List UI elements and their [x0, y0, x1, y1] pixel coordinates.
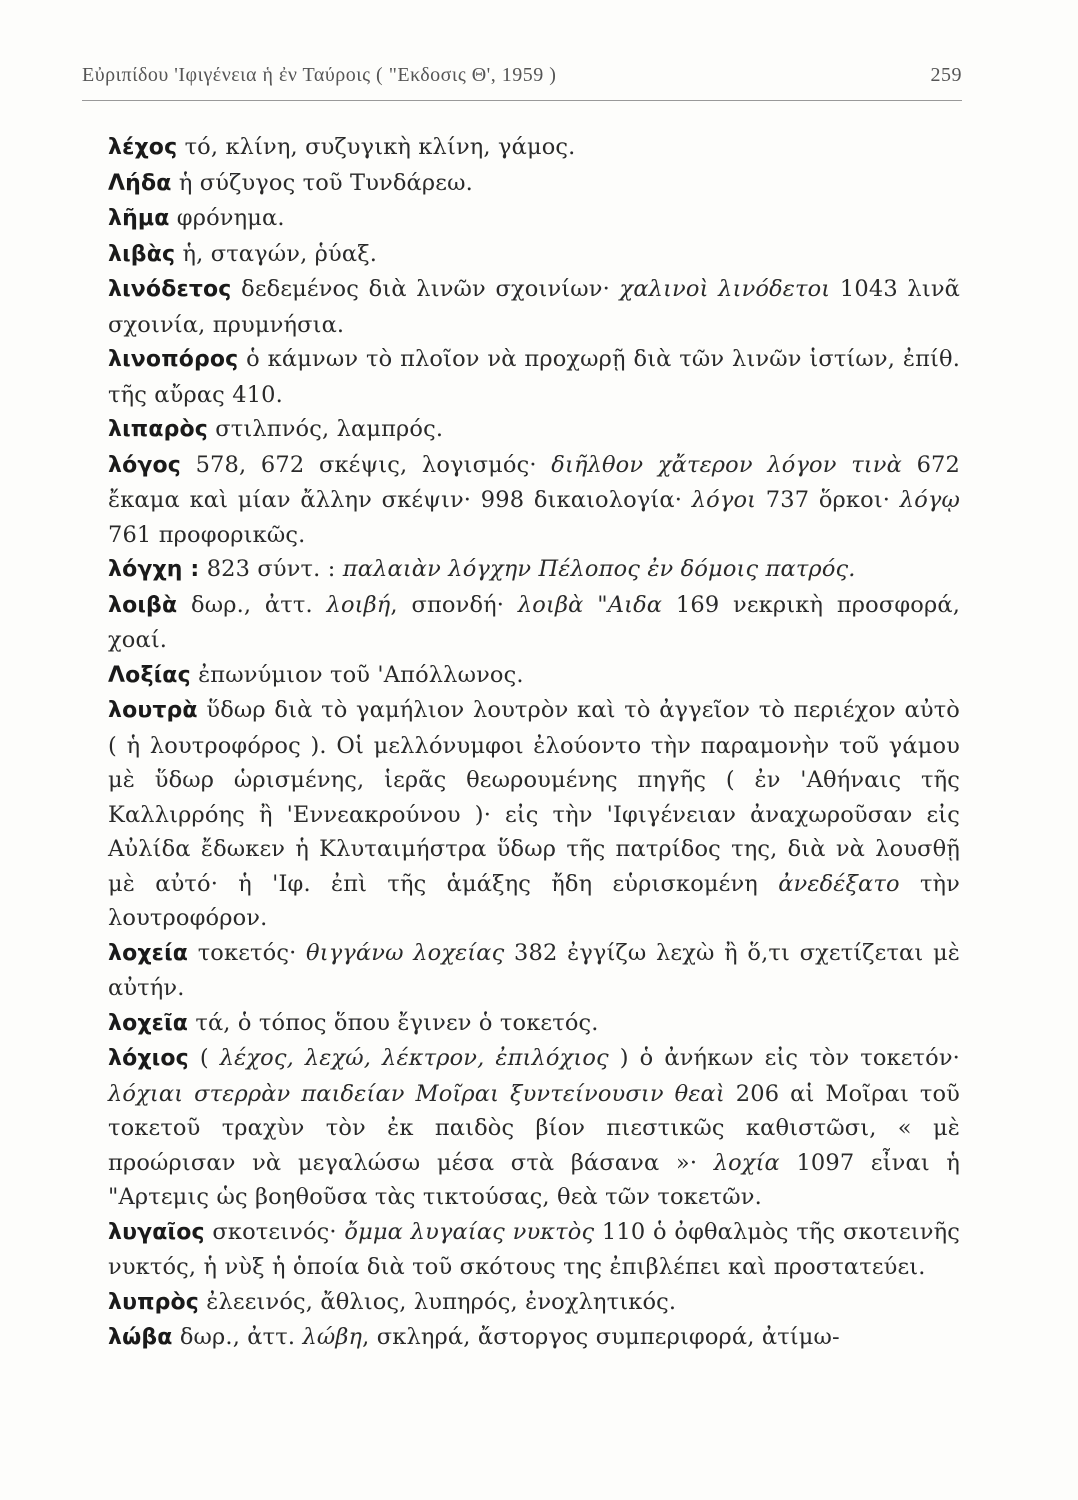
- citation-text: λοχία: [713, 1149, 780, 1176]
- header-rule: [82, 100, 962, 101]
- glossary-entry: [108, 1215, 960, 1285]
- headword: λοχεία: [108, 940, 189, 966]
- citation-text: λώβη: [302, 1324, 363, 1350]
- headword: λουτρὰ: [108, 698, 198, 723]
- running-title: Εὐριπίδου 'Ιφιγένεια ἡ ἐν Ταύροις ( "Εκδοσις Θ', 1959 ): [82, 64, 557, 86]
- definition-text: σκοτεινός·: [204, 1218, 345, 1245]
- definition-text: ὕδωρ διὰ τὸ γαμήλιον λουτρὸν καὶ τὸ ἀγγεῖον τὸ περιέχον αὐτὸ ( ἡ λουτροφόρος ). Οἱ μελλόνυμφοι ἐλούοντο τὴν παραμονὴν τοῦ γάμου μὲ ὕδωρ ὡρισμένης, ἱερᾶς θεωρουμένης πηγῆς ( ἐν 'Αθήναις τῆς Καλλιρρόης ἢ 'Εννεακρούνου )· εἰς τὴν 'Ιφιγένειαν ἀναχωροῦσαν εἰς Αὐλίδα ἔδωκεν ἡ Κλυταιμήστρα ὕδωρ τῆς πατρίδος της, διὰ νὰ λουσθῇ μὲ αὐτό· ἡ 'Ιφ. ἐπὶ τῆς ἁμάξης ἤδη εὑρισκομένη: [108, 697, 960, 897]
- definition-text: δωρ., ἀττ.: [177, 591, 327, 618]
- definition-text: φρόνημα.: [169, 205, 285, 231]
- glossary-entry: [108, 936, 960, 1006]
- definition-text: ἐπωνύμιον τοῦ 'Απόλλωνος.: [190, 661, 524, 688]
- headword: Λήδα: [108, 170, 172, 196]
- definition-text: τό, κλίνη, συζυγικὴ κλίνη, γάμος.: [177, 134, 576, 160]
- definition-text: 578, 672 σκέψις, λογισμός·: [180, 451, 552, 478]
- definition-text: 206 αἱ Μοῖραι τοῦ τοκετοῦ τραχὺν τὸν ἐκ παιδὸς βίον πιεστικῶς καθιστῶσι, « μὲ προώρισαν νὰ μεγαλώσω μέσα στὰ βάσανα »·: [108, 1080, 960, 1176]
- citation-text: λόχιαι στερρὰν παιδείαν Μοῖραι ξυντείνουσιν θεαὶ: [108, 1080, 725, 1107]
- glossary-entry: [108, 1285, 960, 1321]
- definition-text: ἡ σύζυγος τοῦ Τυνδάρεω.: [171, 169, 473, 196]
- glossary-entry: [108, 130, 960, 166]
- glossary-entry: [108, 588, 960, 658]
- headword: λυγαῖος: [108, 1219, 205, 1245]
- citation-text: διῆλθον χἄτερον λόγον τινὰ: [551, 451, 902, 478]
- glossary-entry: [108, 693, 960, 936]
- glossary-entry: [108, 1041, 960, 1215]
- definition-text: ἐλεεινός, ἄθλιος, λυπηρός, ἐνοχλητικός.: [198, 1288, 677, 1315]
- definition-text: δωρ., ἀττ.: [172, 1324, 303, 1350]
- headword: λῆμα: [108, 206, 170, 231]
- glossary-entry: [108, 272, 960, 342]
- citation-text: λέχος, λεχώ, λέκτρον, ἐπιλόχιος: [219, 1045, 609, 1071]
- citation-text: ὄμμα λυγαίας νυκτὸς: [344, 1218, 595, 1245]
- definition-text: 737 ὅρκοι·: [756, 487, 900, 513]
- glossary-entry: [108, 1006, 960, 1042]
- glossary-entry: [108, 342, 960, 412]
- glossary-entry: [108, 412, 960, 448]
- definition-text: τοκετός·: [188, 939, 307, 966]
- headword: λοιβὰ: [108, 592, 178, 618]
- definition-text: (: [188, 1045, 220, 1071]
- definition-text: στιλπνός, λαμπρός.: [207, 416, 444, 442]
- citation-text: θιγγάνω λοχείας: [306, 939, 505, 966]
- headword: λώβα: [108, 1325, 173, 1350]
- definition-text: , σπονδή·: [390, 591, 518, 618]
- citation-text: λόγῳ: [899, 487, 960, 513]
- definition-text: 169 νεκρικὴ προσφορά, χοαί.: [108, 591, 960, 653]
- headword: λόχιος: [108, 1046, 189, 1071]
- headword: λόγος: [108, 452, 181, 478]
- definition-text: ) ὁ ἀνήκων εἰς τὸν τοκετόν·: [608, 1045, 960, 1071]
- definition-text: τά, ὁ τόπος ὅπου ἔγινεν ὁ τοκετός.: [188, 1009, 599, 1036]
- glossary-entry: [108, 1320, 960, 1356]
- glossary-entry: [108, 658, 960, 694]
- definition-text: τὴν λουτροφόρον.: [108, 870, 961, 931]
- definition-text: ἡ, σταγών, ῥύαξ.: [175, 240, 378, 267]
- headword: λιπαρὸς: [108, 417, 208, 442]
- citation-text: ἀνεδέξατο: [778, 870, 900, 897]
- headword: λινόδετος: [108, 277, 232, 302]
- glossary-entry: [108, 552, 960, 588]
- citation-text: λοιβή: [326, 591, 391, 618]
- headword: λέχος: [108, 135, 178, 160]
- headword: λοχεῖα: [108, 1010, 189, 1036]
- headword: Λοξίας: [108, 662, 191, 688]
- headword: λυπρὸς: [108, 1289, 199, 1315]
- definition-text: 382 ἐγγίζω λεχὼ ἢ ὅ,τι σχετίζεται μὲ αὐτήν.: [108, 939, 961, 1001]
- citation-text: λοιβὰ "Αιδα: [517, 591, 663, 618]
- glossary-entry: [108, 237, 960, 273]
- definition-text: 110 ὁ ὀφθαλμὸς τῆς σκοτεινῆς νυκτός, ἡ νὺξ ἡ ὁποία διὰ τοῦ σκότους της ἐπιβλέπει καὶ προστατεύει.: [108, 1218, 960, 1280]
- definition-text: 761 προφορικῶς.: [108, 521, 306, 548]
- definition-text: 823 σύντ. :: [199, 556, 343, 582]
- page-number: 259: [930, 64, 962, 86]
- glossary-entry: [108, 201, 960, 237]
- citation-text: παλαιὰν λόγχην Πέλοπος ἐν δόμοις πατρός.: [342, 556, 856, 582]
- definition-text: 1097 εἶναι ἡ "Αρτεμις ὡς βοηθοῦσα τὰς τικτούσας, θεὰ τῶν τοκετῶν.: [108, 1149, 960, 1210]
- definition-text: , σκληρά, ἄστοργος συμπεριφορά, ἀτίμω-: [362, 1324, 840, 1350]
- headword: λινοπόρος: [108, 347, 239, 372]
- definition-text: 672 ἔκαμα καὶ μίαν ἄλλην σκέψιν· 998 δικαιολογία·: [108, 451, 960, 513]
- citation-text: χαλινοὶ λινόδετοι: [619, 276, 831, 302]
- definition-text: δεδεμένος διὰ λινῶν σχοινίων·: [231, 276, 620, 302]
- headword: λιβὰς: [108, 241, 176, 267]
- headword: λόγχη :: [108, 557, 200, 582]
- citation-text: λόγοι: [691, 487, 757, 513]
- glossary-entry: [108, 448, 960, 553]
- definition-text: ὁ κάμνων τὸ πλοῖον νὰ προχωρῇ διὰ τῶν λινῶν ἱστίων, ἐπίθ. τῆς αὔρας 410.: [108, 346, 960, 408]
- definition-text: 1043 λινᾶ σχοινία, πρυμνήσια.: [108, 276, 960, 338]
- glossary-entry: [108, 166, 960, 202]
- glossary-entries: [108, 130, 960, 1356]
